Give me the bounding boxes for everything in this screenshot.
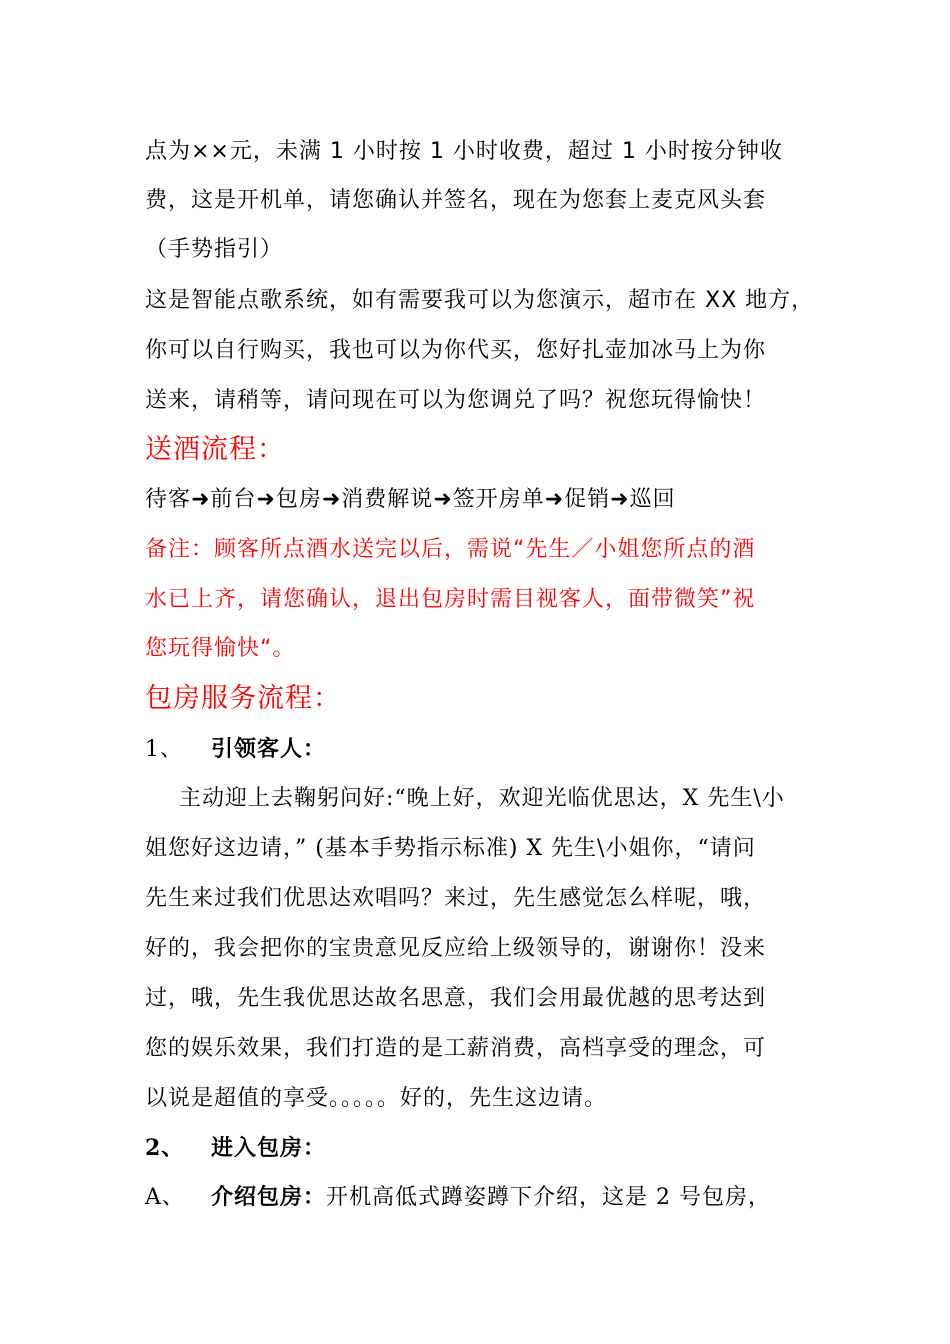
body-line: 以说是超值的享受。。。。。好的，先生这边请。 (145, 1086, 608, 1111)
paragraph-line: 费，这是开机单，请您确认并签名，现在为您套上麦克风头套 (145, 188, 767, 213)
note-line: 备注：顾客所点酒水送完以后，需说“先生／小姐您所点的酒 (145, 537, 756, 562)
paragraph-line: 你可以自行购买，我也可以为你代买，您好扎壶加冰马上为你 (145, 338, 767, 363)
list-number: 2、 (145, 1135, 185, 1161)
paragraph-line: 点为××元，未满 1 小时按 1 小时收费，超过 1 小时按分钟收 (145, 139, 783, 164)
paragraph-line: 送来，请稍等，请问现在可以为您调兑了吗？祝您玩得愉快！ (145, 388, 767, 413)
wine-flow: 待客➜前台➜包房➜消费解说➜签开房单➜促销➜巡回 (145, 487, 676, 512)
list-item-2 (145, 1133, 326, 1164)
body-line: 您的娱乐效果，我们打造的是工薪消费，高档享受的理念，可 (145, 1036, 767, 1061)
note-line: 水已上齐，请您确认，退出包房时需目视客人，面带微笑”祝 (145, 587, 756, 612)
list-number: A、 (145, 1185, 185, 1210)
note-line: 您玩得愉快“。 (145, 636, 296, 661)
list-item-a (145, 1183, 771, 1213)
section-heading-room: 包房服务流程： (145, 683, 341, 714)
section-heading-wine: 送酒流程： (145, 434, 285, 465)
body-line: 姐您好这边请，” (基本手势指示标准) X 先生\小姐你，“请问 (145, 836, 756, 861)
paragraph-line: 这是智能点歌系统，如有需要我可以为您演示，超市在 XX 地方， (145, 288, 815, 313)
body-line: 主动迎上去鞠躬问好:“晚上好，欢迎光临优思达，X 先生\小 (179, 786, 785, 811)
list-number: 1、 (145, 737, 183, 762)
body-line: 先生来过我们优思达欢唱吗？来过，先生感觉怎么样呢，哦， (145, 886, 767, 911)
list-title: 进入包房： (211, 1136, 327, 1161)
paragraph-line: （手势指引） (145, 237, 284, 262)
body-line: 过，哦，先生我优思达故名思意，我们会用最优越的思考达到 (145, 986, 767, 1011)
body-line: 好的，我会把你的宝贵意见反应给上级领导的，谢谢你！没来 (145, 936, 767, 961)
list-item-1 (145, 735, 326, 765)
list-title: 引领客人： (211, 737, 327, 762)
list-title: 介绍包房： (211, 1185, 327, 1210)
list-text: 开机高低式蹲姿蹲下介绍，这是 2 号包房， (326, 1185, 772, 1210)
